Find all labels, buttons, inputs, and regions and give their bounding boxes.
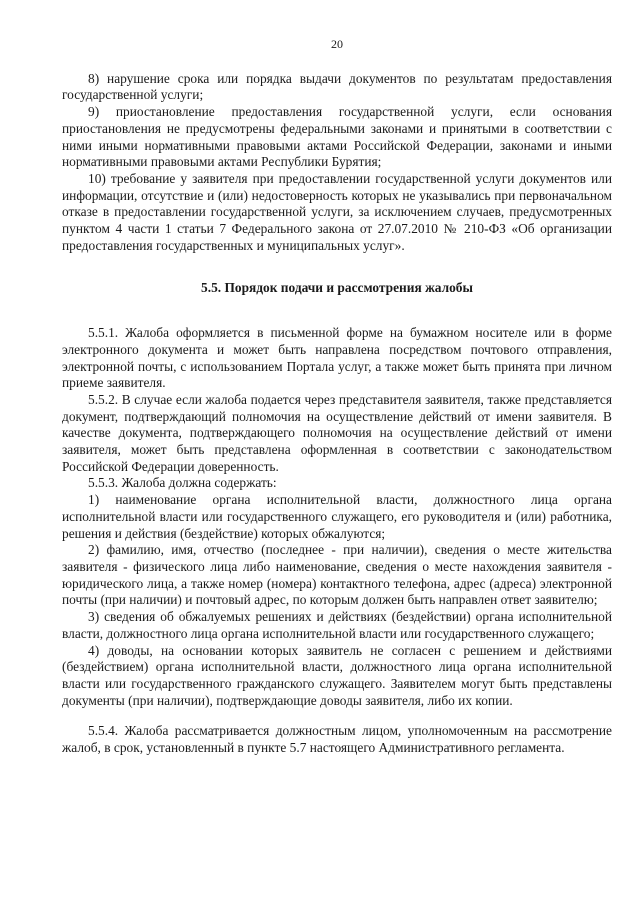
clause-5-5-2: 5.5.2. В случае если жалоба подается через представителя заявителя, также представляется документ, подтверждающий полномочия на осуществление действий от имени заявителя. В качестве документа, подтверждающего полномочия на осуществление действий от имени заявителя, может быть представлена оформленная в соответствии с законодательством Российской Федерации доверенность. [62,391,612,474]
clause-5-5-1: 5.5.1. Жалоба оформляется в письменной форме на бумажном носителе или в форме электронного документа и может быть направлена посредством почтового отправления, электронной почты, с использованием Портала услуг, а также может быть принята при личном приеме заявителя. [62,325,612,391]
clause-5-5-3: 5.5.3. Жалоба должна содержать: [88,475,277,491]
item-9: 9) приостановление предоставления государственной услуги, если основания приостановления не предусмотрены федеральными законами и принятыми в соответствии с ними иными нормативными правовыми актами Российской Федерации, законами и иными нормативными правовыми актами Республики Бурятия; [62,104,612,170]
clause-5-5-3-item-1: 1) наименование органа исполнительной власти, должностного лица органа исполнительной власти или государственного служащего, его руководителя и (или) работника, решения и действия (бездействие) которых обжалуются; [62,492,612,541]
clause-5-5-3-item-3: 3) сведения об обжалуемых решениях и действиях (бездействии) органа исполнительной власти, должностного лица органа исполнительной власти или государственного служащего; [62,609,612,641]
page-number: 20 [331,37,343,51]
item-8: 8) нарушение срока или порядка выдачи документов по результатам предоставления государственной услуги; [62,70,612,103]
item-10: 10) требование у заявителя при предоставлении государственной услуги документов или информации, отсутствие и (или) недостоверность которых не указывались при первоначальном отказе в предоставлении государственной услуги, за исключением случаев, предусмотренных пунктом 4 части 1 статьи 7 Федерального закона от 27.07.2010 № 210-ФЗ «Об организации предоставления государственных и муниципальных услуг». [62,170,612,253]
spacer [62,709,612,723]
clause-5-5-3-item-4: 4) доводы, на основании которых заявитель не согласен с решением и действиями (бездействием) органа исполнительной власти, должностного лица органа исполнительной власти или государственного гражданского служащего. Заявителем могут быть представлены документы (при наличии), подтверждающие доводы заявителя, либо их копии. [62,642,612,708]
clause-5-5-4: 5.5.4. Жалоба рассматривается должностным лицом, уполномоченным на рассмотрение жалоб, в срок, установленный в пункте 5.7 настоящего Административного регламента. [62,723,612,756]
document-page [62,36,612,757]
clause-5-5-3-item-2: 2) фамилию, имя, отчество (последнее - при наличии), сведения о месте жительства заявителя - физического лица либо наименование, сведения о месте нахождения заявителя - юридического лица, а также номер (номера) контактного телефона, адрес (адреса) электронной почты (при наличии) и почтовый адрес, по которым должен быть направлен ответ заявителю; [62,542,612,608]
section-heading: 5.5. Порядок подачи и рассмотрения жалобы [201,280,473,296]
